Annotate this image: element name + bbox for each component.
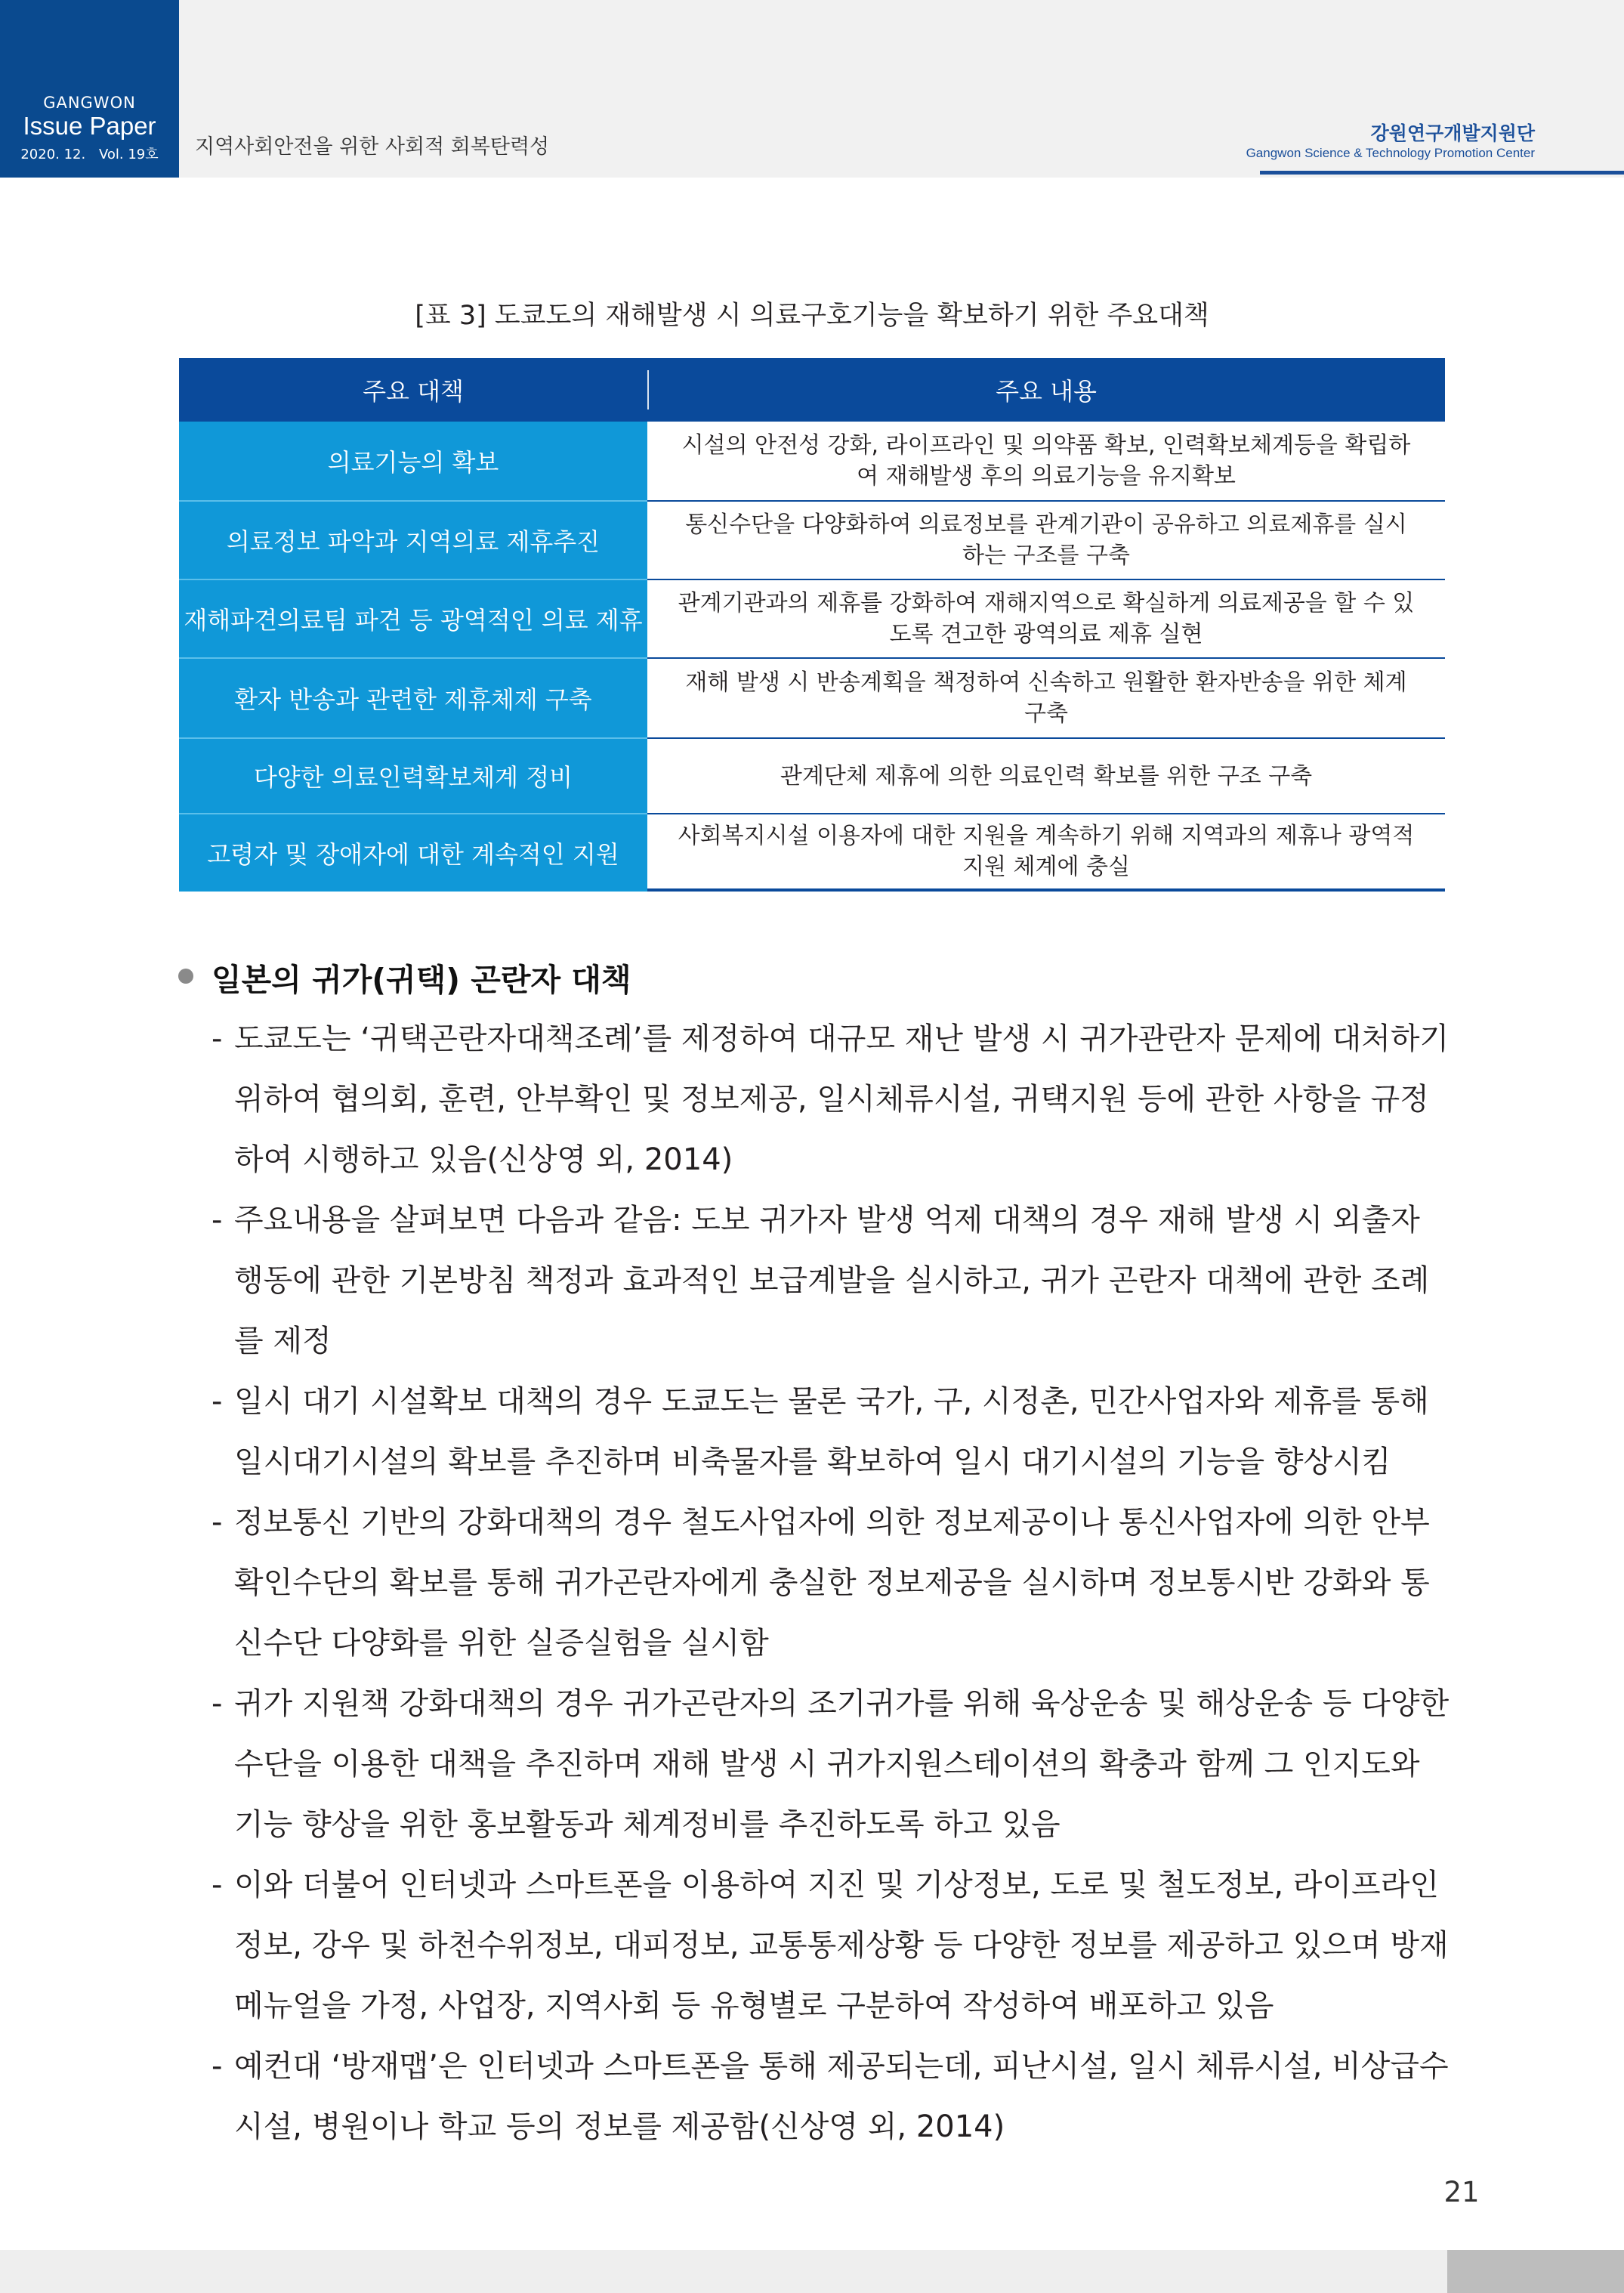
- footer-bar: [0, 2250, 1447, 2293]
- list-item-text: 일시 대기 시설확보 대책의 경우 도쿄도는 물론 국가, 구, 시정촌, 민간사업자와 제휴를 통해 일시대기시설의 확보를 추진하며 비축물자를 확보하여 일시 대기시설의 기능을 향상시킴: [234, 1384, 1429, 1479]
- list-item-text: 도쿄도는 ‘귀택곤란자대책조례’를 제정하여 대규모 재난 발생 시 귀가관란자 문제에 대처하기위하여 협의회, 훈련, 안부확인 및 정보제공, 일시체류시설, 귀택지원 등에 관한 사항을 규정하여 시행하고 있음(신상영 외, 2014): [234, 1021, 1450, 1177]
- header-accent-line: [1260, 171, 1624, 175]
- list-item-text: 귀가 지원책 강화대책의 경우 귀가곤란자의 조기귀가를 위해 육상운송 및 해상운송 등 다양한 수단을 이용한 대책을 추진하며 재해 발생 시 귀가지원스테이션의 확충과 함께 그 인지도와 기능 향상을 위한 홍보활동과 체계정비를 추진하도록 하고 있음: [234, 1686, 1450, 1842]
- measure-cell: 고령자 및 장애자에 대한 계속적인 지원: [179, 814, 647, 892]
- dash-marker: -: [211, 1384, 223, 1419]
- table-row: [179, 659, 1445, 739]
- content-cell: 재해 발생 시 반송계획을 책정하여 신속하고 원활한 환자반송을 위한 체계구축: [647, 659, 1445, 739]
- brand-volume: Vol. 19호: [98, 147, 159, 162]
- column-header-measure: 주요 대책: [363, 377, 464, 406]
- header-organization: 강원연구개발지원단: [1370, 122, 1535, 144]
- footer-bar-accent: [1447, 2250, 1624, 2293]
- dash-marker: -: [211, 1868, 223, 1902]
- content-cell: 시설의 안전성 강화, 라이프라인 및 의약품 확보, 인력확보체계등을 확립하여 재해발생 후의 의료기능을 유지확보: [647, 422, 1445, 502]
- measure-cell: 환자 반송과 관련한 제휴체제 구축: [179, 659, 647, 739]
- content-cell: 통신수단을 다양화하여 의료정보를 관계기관이 공유하고 의료제휴를 실시하는 구조를 구축: [647, 502, 1445, 580]
- list-item-text: 정보통신 기반의 강화대책의 경우 철도사업자에 의한 정보제공이나 통신사업자에 의한 안부확인수단의 확보를 통해 귀가곤란자에게 충실한 정보제공을 실시하며 정보통시반 강화와 통신수단 다양화를 위한 실증실험을 실시함: [234, 1505, 1430, 1661]
- brand-date: 2020. 12.: [20, 147, 86, 162]
- dash-marker: -: [211, 1203, 223, 1238]
- table-header: [179, 358, 1445, 422]
- dash-marker: -: [211, 2049, 223, 2084]
- table-row: [179, 502, 1445, 580]
- table-caption: [표 3] 도쿄도의 재해발생 시 의료구호기능을 확보하기 위한 주요대책: [415, 301, 1209, 331]
- list-item-text: 주요내용을 살펴보면 다음과 같음: 도보 귀가자 발생 억제 대책의 경우 재해 발생 시 외출자 행동에 관한 기본방침 책정과 효과적인 보급계발을 실시하고, 귀가 곤란자 대책에 관한 조례를 제정: [234, 1203, 1430, 1358]
- measure-cell: 다양한 의료인력확보체계 정비: [179, 739, 647, 814]
- measures-table: [179, 358, 1445, 892]
- list-item: [211, 1371, 1450, 1492]
- section-title: 일본의 귀가(귀택) 곤란자 대책: [211, 962, 631, 998]
- list-item-text: 이와 더불어 인터넷과 스마트폰을 이용하여 지진 및 기상정보, 도로 및 철도정보, 라이프라인정보, 강우 및 하천수위정보, 대피정보, 교통통제상황 등 다양한 정보를 제공하고 있으며 방재메뉴얼을 가정, 사업장, 지역사회 등 유형별로 구분하여 작성하여 배포하고 있음: [234, 1868, 1449, 2023]
- header-divider: [647, 370, 649, 409]
- header-title: 지역사회안전을 위한 사회적 회복탄력성: [195, 135, 550, 159]
- brand-name: Issue Paper: [23, 112, 156, 140]
- list-item: [211, 2036, 1450, 2157]
- issue-paper-logo: [0, 0, 179, 178]
- list-item-text: 예컨대 ‘방재맵’은 인터넷과 스마트폰을 통해 제공되는데, 피난시설, 일시 체류시설, 비상급수시설, 병원이나 학교 등의 정보를 제공함(신상영 외, 2014): [234, 2049, 1449, 2144]
- measure-cell: 재해파견의료팀 파견 등 광역적인 의료 제휴: [179, 580, 647, 659]
- brand-region: GANGWON: [43, 94, 136, 112]
- brand-issue: [0, 144, 179, 163]
- bullet-icon: [178, 969, 193, 984]
- page-number: 21: [1443, 2176, 1480, 2208]
- table-row: [179, 580, 1445, 659]
- content-cell: 사회복지시설 이용자에 대한 지원을 계속하기 위해 지역과의 제휴나 광역적 지원 체계에 충실: [647, 814, 1445, 892]
- table-row: [179, 422, 1445, 502]
- content-cell: 관계기관과의 제휴를 강화하여 재해지역으로 확실하게 의료제공을 할 수 있도록 견고한 광역의료 제휴 실현: [647, 580, 1445, 659]
- column-header-content: 주요 내용: [996, 377, 1097, 406]
- list-item: [211, 1009, 1450, 1190]
- list-item: [211, 1673, 1450, 1855]
- dash-marker: -: [211, 1686, 223, 1721]
- list-item: [211, 1492, 1450, 1673]
- list-item: [211, 1855, 1450, 2036]
- content-cell: 관계단체 제휴에 의한 의료인력 확보를 위한 구조 구축: [647, 739, 1445, 814]
- measure-cell: 의료기능의 확보: [179, 422, 647, 502]
- dash-marker: -: [211, 1505, 223, 1540]
- table-row: [179, 814, 1445, 892]
- table-row: [179, 739, 1445, 814]
- dash-marker: -: [211, 1021, 223, 1056]
- list-item: [211, 1190, 1450, 1371]
- measure-cell: 의료정보 파악과 지역의료 제휴추진: [179, 502, 647, 580]
- section-items: [211, 1009, 1450, 2157]
- header-organization-en: Gangwon Science & Technology Promotion Center: [1246, 146, 1535, 160]
